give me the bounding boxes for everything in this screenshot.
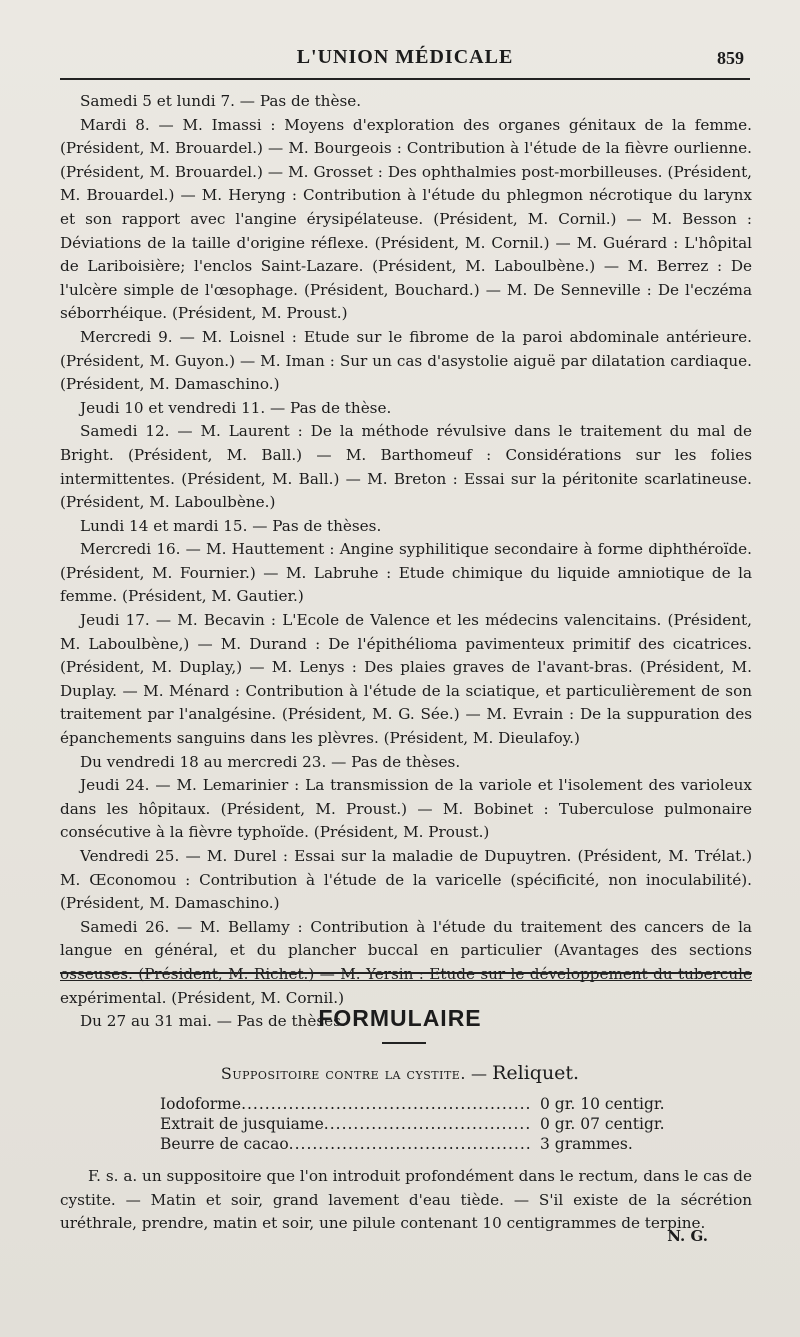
section-title: FORMULAIRE	[318, 1005, 482, 1031]
schedule-paragraph: Samedi 26. — M. Bellamy : Contribution à l'étude du traitement des cancers de la langue en général, et du plancher buccal en particulier (Avantages des sections osseuses. (Président, M. Richet.) — M. Yersin : Etude sur le développement du tubercule expérimental. (Président, M. Cornil.)	[60, 917, 752, 1007]
leader-dots	[324, 1114, 530, 1134]
schedule-paragraph: Mercredi 9. — M. Loisnel : Etude sur le fibrome de la paroi abdominale antérieure. (Président, M. Guyon.) — M. Iman : Sur un cas d'asystolie aiguë par dilatation cardiaque. (Président, M. Damaschino.)	[60, 327, 752, 394]
recipe-author: Reliquet.	[492, 1062, 580, 1084]
schedule-paragraph: Jeudi 17. — M. Becavin : L'Ecole de Valence et les médecins valencitains. (Président, M. Laboulbène,) — M. Durand : De l'épithélioma pavimenteux primitif des cicatrices. (Président, M. Duplay,) — M. Lenys : Des plaies graves de l'avant-bras. (Président, M. Duplay. — M. Ménard : Contribution à l'étude de la sciatique, et particulièrement de son traitement par l'analgésine. (Président, M. G. Sée.) — M. Evrain : De la suppuration des épanchements sanguins dans les plèvres. (Président, M. Dieulafoy.)	[60, 611, 752, 748]
ingredient-row	[160, 1114, 680, 1134]
ingredient-list	[160, 1094, 680, 1154]
ingredient-quantity: 3 grammes.	[540, 1135, 633, 1153]
instructions-text: F. s. a. un suppositoire que l'on introduit profondément dans le rectum, dans le cas de cystite. — Matin et soir, grand lavement d'eau tiède. — S'il existe de la sécrétion uréthrale, prendre, matin et soir, une pilule contenant 10 centigrammes de terpine.	[60, 1167, 752, 1233]
thesis-schedule	[60, 90, 752, 1034]
ingredient-quantity: 0 gr. 10 centigr.	[540, 1095, 665, 1113]
recipe-name: Suppositoire contre la cystite.	[220, 1064, 466, 1083]
leader-dots	[241, 1094, 530, 1114]
schedule-paragraph: Mercredi 16. — M. Hauttement : Angine syphilitique secondaire à forme diphthéroïde. (Président, M. Fournier.) — M. Labruhe : Etude chimique du liquide amniotique de la femme. (Président, M. Gautier.)	[60, 540, 752, 606]
ingredient-name: Extrait de jusquiame	[160, 1115, 324, 1133]
header-rule	[60, 78, 750, 80]
schedule-paragraph: Vendredi 25. — M. Durel : Essai sur la maladie de Dupuytren. (Président, M. Trélat.) M. Œconomou : Contribution à l'étude de la varicelle (spécificité, non inoculabilité). (Président, M. Damaschino.)	[60, 847, 752, 913]
schedule-paragraph: Samedi 5 et lundi 7. — Pas de thèse.	[80, 92, 362, 110]
signature: N. G.	[667, 1227, 708, 1245]
ingredient-name: Beurre de cacao	[160, 1135, 289, 1153]
ingredient-row	[160, 1094, 680, 1114]
ingredient-quantity: 0 gr. 07 centigr.	[540, 1115, 665, 1133]
ingredient-row	[160, 1134, 680, 1154]
ingredient-name: Iodoforme	[160, 1095, 242, 1113]
page-number: 859	[717, 48, 744, 68]
section-divider	[60, 972, 752, 981]
recipe-title	[0, 1062, 800, 1084]
recipe-dash: —	[465, 1064, 493, 1083]
title-underline	[382, 1042, 426, 1044]
schedule-paragraph: Samedi 12. — M. Laurent : De la méthode révulsive dans le traitement du mal de Bright. (Président, M. Ball.) — M. Barthomeuf : Considérations sur les folies intermittentes. (Président, M. Ball.) — M. Breton : Essai sur la péritonite scarlatineuse. (Président, M. Laboulbène.)	[60, 422, 752, 512]
page-header	[60, 38, 750, 76]
schedule-paragraph: Du 27 au 31 mai. — Pas de thèses.	[80, 1012, 346, 1031]
leader-dots	[289, 1134, 530, 1154]
schedule-paragraph: Du vendredi 18 au mercredi 23. — Pas de thèses.	[80, 752, 461, 771]
schedule-paragraph: Jeudi 10 et vendredi 11. — Pas de thèse.	[80, 398, 392, 417]
recipe-instructions	[60, 1165, 752, 1236]
schedule-paragraph: Jeudi 24. — M. Lemarinier : La transmission de la variole et l'isolement des varioleux dans les hôpitaux. (Président, M. Proust.) — M. Bobinet : Tuberculose pulmonaire consécutive à la fièvre typhoïde. (Président, M. Proust.)	[60, 776, 752, 842]
schedule-paragraph: Mardi 8. — M. Imassi : Moyens d'exploration des organes génitaux de la femme. (Président, M. Brouardel.) — M. Bourgeois : Contribution à l'étude de la fièvre ourlienne. (Président, M. Brouardel.) — M. Grosset : Des ophthalmies post-morbilleuses. (Président, M. Brouardel.) — M. Heryng : Contribution à l'étude du phlegmon nécrotique du larynx et son rapport avec l'angine érysipélateuse. (Président, M. Cornil.) — M. Besson : Déviations de la taille d'origine réflexe. (Président, M. Cornil.) — M. Guérard : L'hôpital de Lariboisière; l'enclos Saint-Lazare. (Président, M. Laboulbène.) — M. Berrez : De l'ulcère simple de l'œsophage. (Président, Bouchard.) — M. De Senneville : De l'eczéma séborrhéique. (Président, M. Proust.)	[60, 115, 752, 323]
running-title: L'UNION MÉDICALE	[296, 46, 514, 68]
schedule-paragraph: Lundi 14 et mardi 15. — Pas de thèses.	[80, 516, 382, 535]
